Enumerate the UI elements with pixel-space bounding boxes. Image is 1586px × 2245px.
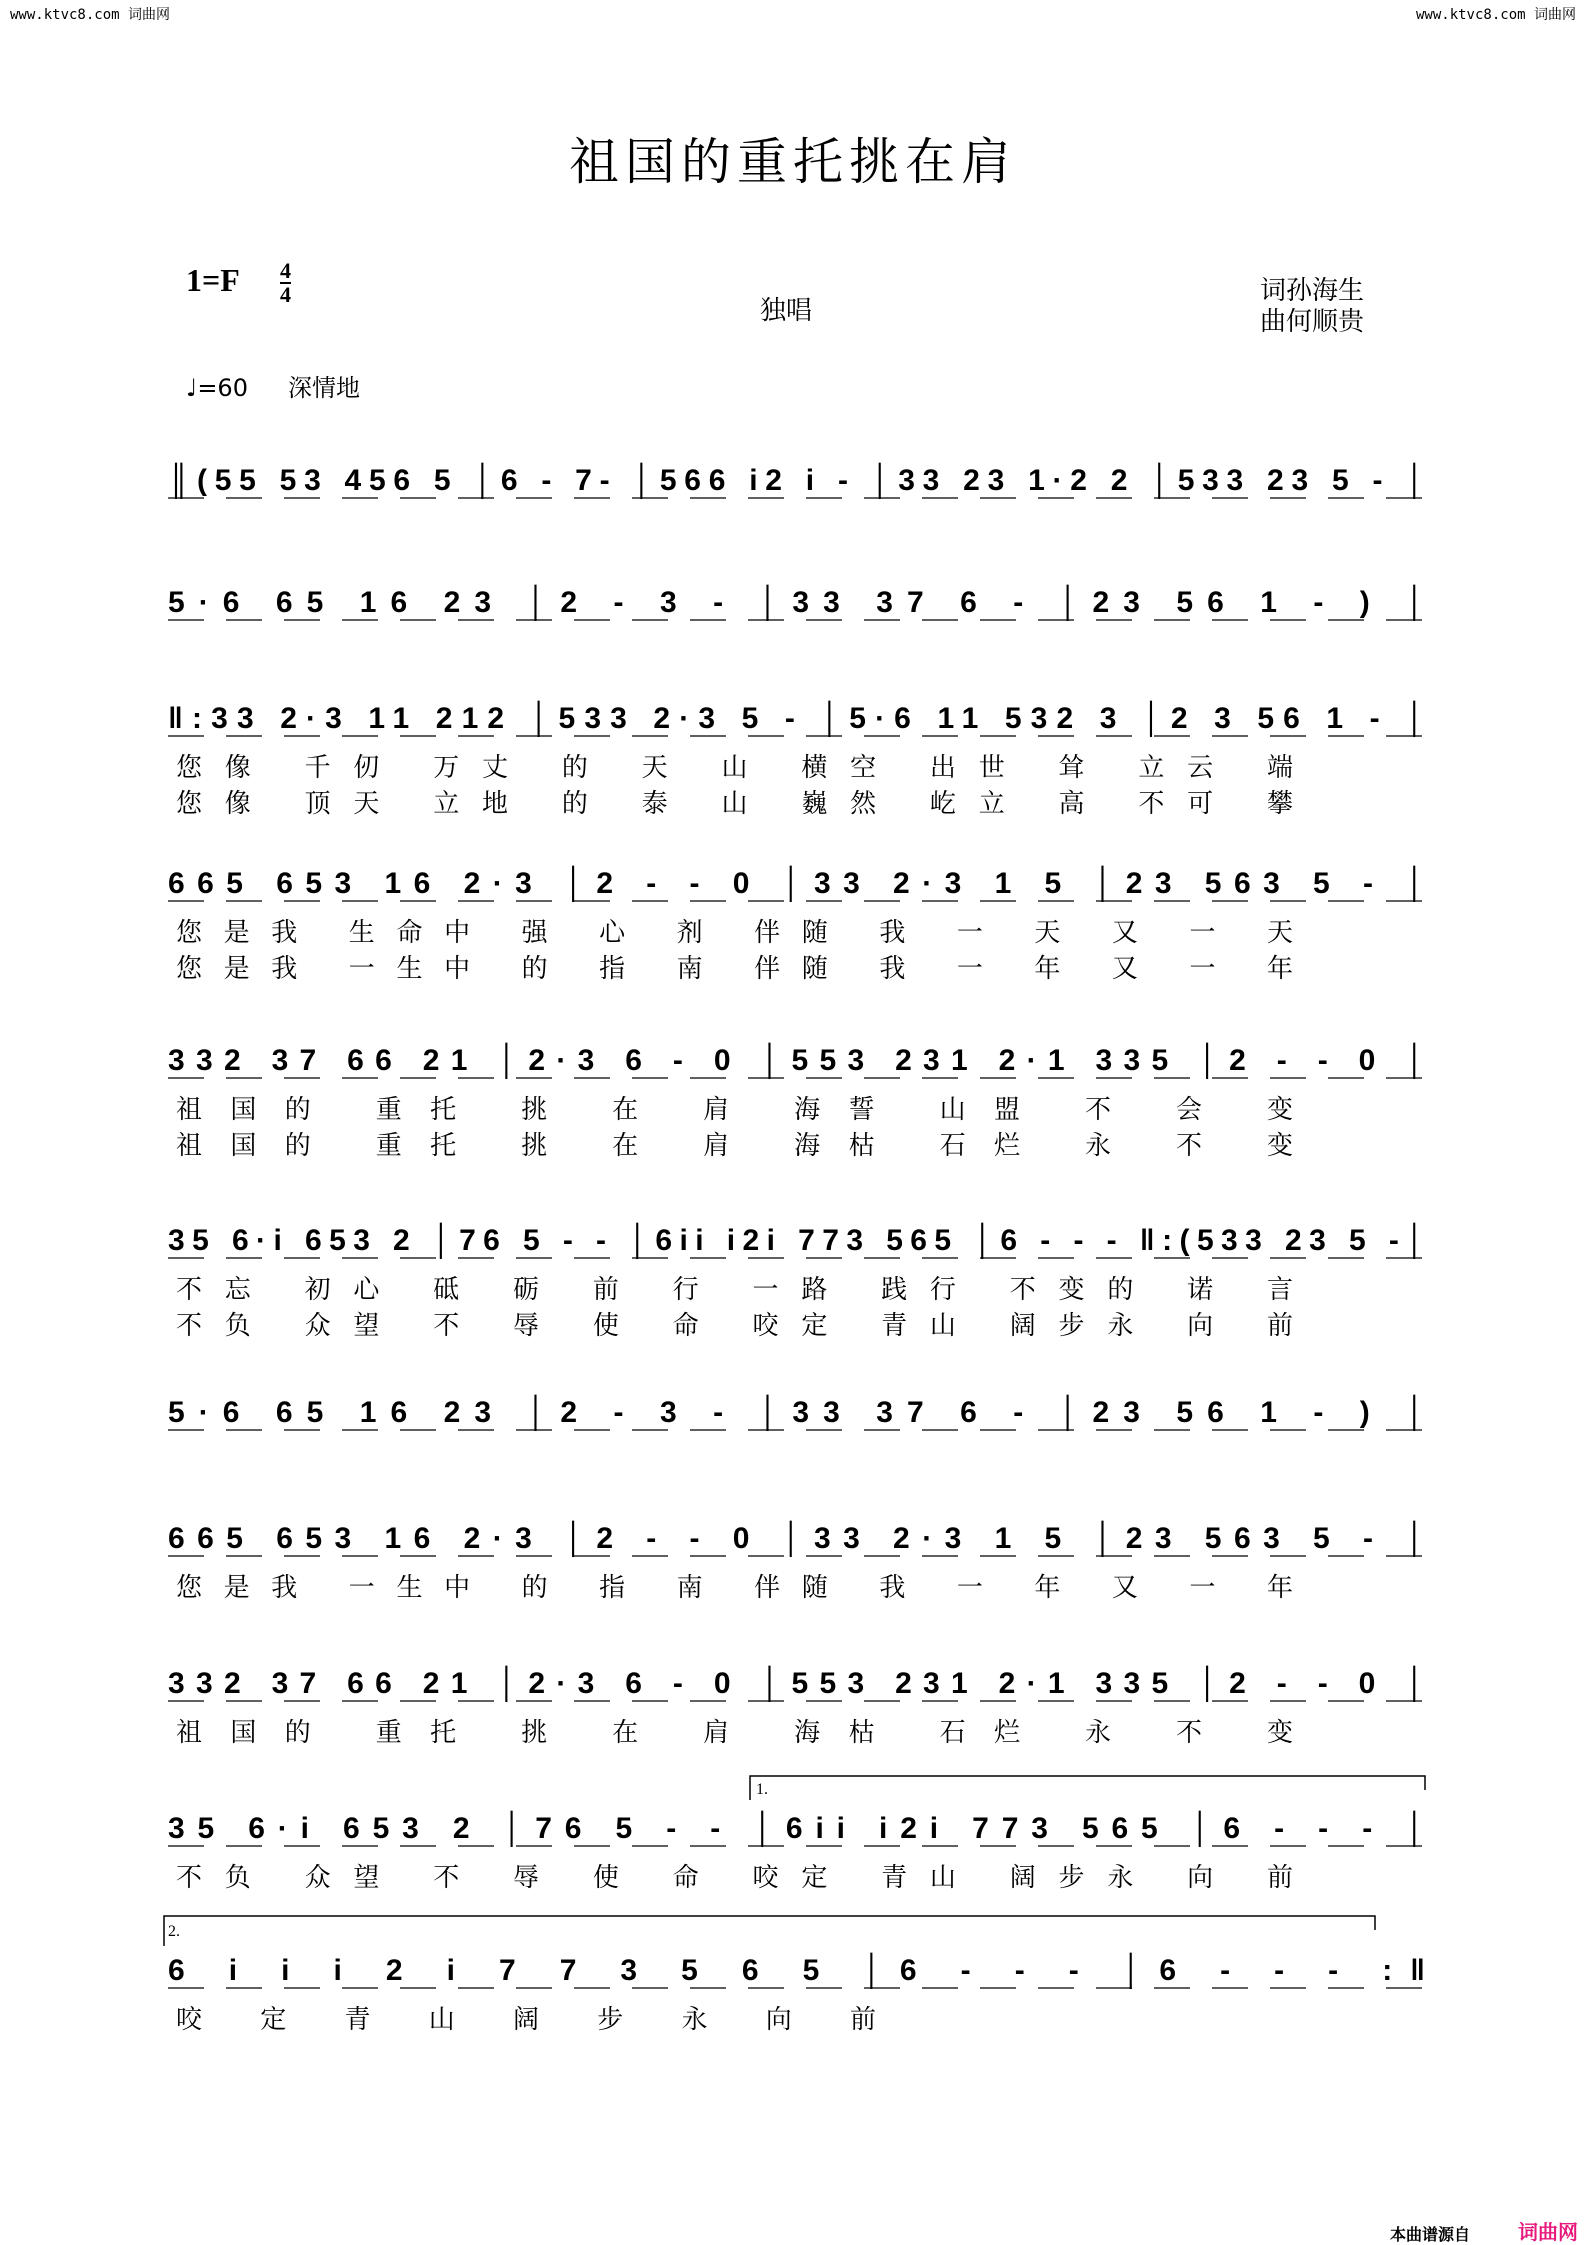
site-header-right: www.ktvc8.com 词曲网 bbox=[1415, 7, 1576, 23]
footer-site: 词曲网 bbox=[1518, 2220, 1578, 2244]
notation-line: 332 37 66 21 │2·3 6 - 0 │553 231 2·1 335 │2 - - 0 │ bbox=[168, 1667, 1426, 1700]
lyric-line: 祖国的 重托 挑 在 肩 海誓 山盟 不 会 变 bbox=[176, 1095, 1293, 1125]
notation-line: 332 37 66 21 │2·3 6 - 0 │553 231 2·1 335 │2 - - 0 │ bbox=[168, 1044, 1426, 1077]
notation-line: ║(55 53 456 5 │6 - 7- │566 i2 i - │33 23 1·2 2 │533 23 5 - │ bbox=[168, 464, 1426, 497]
notation-line: 6 i i i 2 i 7 7 3 5 6 5 │6 - - - │6 - - - :‖ bbox=[168, 1954, 1426, 1987]
volta-bracket-1 bbox=[750, 1776, 1425, 1800]
site-header-left: www.ktvc8.com 词曲网 bbox=[10, 7, 171, 23]
lyric-line: 您像 顶天 立地 的 泰 山 巍然 屹立 高 不可 攀 bbox=[176, 789, 1293, 819]
performance-type: 独唱 bbox=[760, 296, 813, 326]
song-title: 祖国的重托挑在肩 bbox=[569, 133, 1017, 191]
notation-line: 665 653 16 2·3 │2 - - 0 │33 2·3 1 5 │23 563 5 - │ bbox=[168, 1522, 1425, 1555]
lyric-line: 您是我 一生中 的 指 南 伴随 我 一 年 又 一 年 bbox=[176, 1573, 1293, 1603]
lyric-line: 不负 众望 不 辱 使 命 咬定 青山 阔步永 向 前 bbox=[176, 1863, 1293, 1893]
time-signature-numerator: 4 bbox=[280, 258, 291, 283]
notation-line: 5·6 65 16 23 │2 - 3 - │33 37 6 - │23 56 1 - ) │ bbox=[168, 1396, 1425, 1429]
lyric-line: 您是我 生命中 强 心 剂 伴随 我 一 天 又 一 天 bbox=[176, 918, 1293, 948]
key-signature: 1=F bbox=[186, 262, 240, 298]
lyric-line: 您是我 一生中 的 指 南 伴随 我 一 年 又 一 年 bbox=[176, 954, 1293, 984]
lyricist: 词孙海生 bbox=[1260, 276, 1365, 306]
volta-label-1: 1. bbox=[756, 1781, 768, 1798]
lyric-line: 您像 千仞 万丈 的 天 山 横空 出世 耸 立云 端 bbox=[176, 753, 1293, 783]
volta-bracket-2 bbox=[164, 1916, 1375, 1946]
tempo-expression: 深情地 bbox=[287, 374, 360, 402]
notation-line: 35 6·i 653 2 │76 5 - - │6ii i2i 773 565 │6 - - - │ bbox=[168, 1812, 1425, 1845]
volta-label-2: 2. bbox=[168, 1923, 180, 1940]
footer-source: 本曲谱源自 bbox=[1389, 2225, 1470, 2244]
composer: 曲何顺贵 bbox=[1260, 307, 1365, 337]
notation-line: 35 6·i 653 2 │76 5 - - │6ii i2i 773 565 │6 - - - ‖:(533 23 5 -│ bbox=[168, 1224, 1425, 1257]
lyric-line: 不忘 初心 砥 砺 前 行 一路 践行 不变的 诺 言 bbox=[176, 1275, 1293, 1305]
lyric-line: 祖国的 重托 挑 在 肩 海枯 石烂 永 不 变 bbox=[176, 1718, 1293, 1748]
time-signature-denominator: 4 bbox=[280, 282, 291, 307]
lyric-line: 咬 定 青 山 阔 步 永 向 前 bbox=[176, 2005, 876, 2035]
notation-line: 665 653 16 2·3 │2 - - 0 │33 2·3 1 5 │23 563 5 - │ bbox=[168, 867, 1425, 900]
notation-line: ‖:33 2·3 11 212 │533 2·3 5 - │5·6 11 532 3 │2 3 56 1 - │ bbox=[168, 702, 1425, 735]
lyric-line: 不负 众望 不 辱 使 命 咬定 青山 阔步永 向 前 bbox=[176, 1311, 1293, 1341]
tempo-bpm: ♩=60 bbox=[186, 374, 248, 402]
lyric-line: 祖国的 重托 挑 在 肩 海枯 石烂 永 不 变 bbox=[176, 1131, 1293, 1161]
notation-line: 5·6 65 16 23 │2 - 3 - │33 37 6 - │23 56 1 - ) │ bbox=[168, 586, 1425, 619]
